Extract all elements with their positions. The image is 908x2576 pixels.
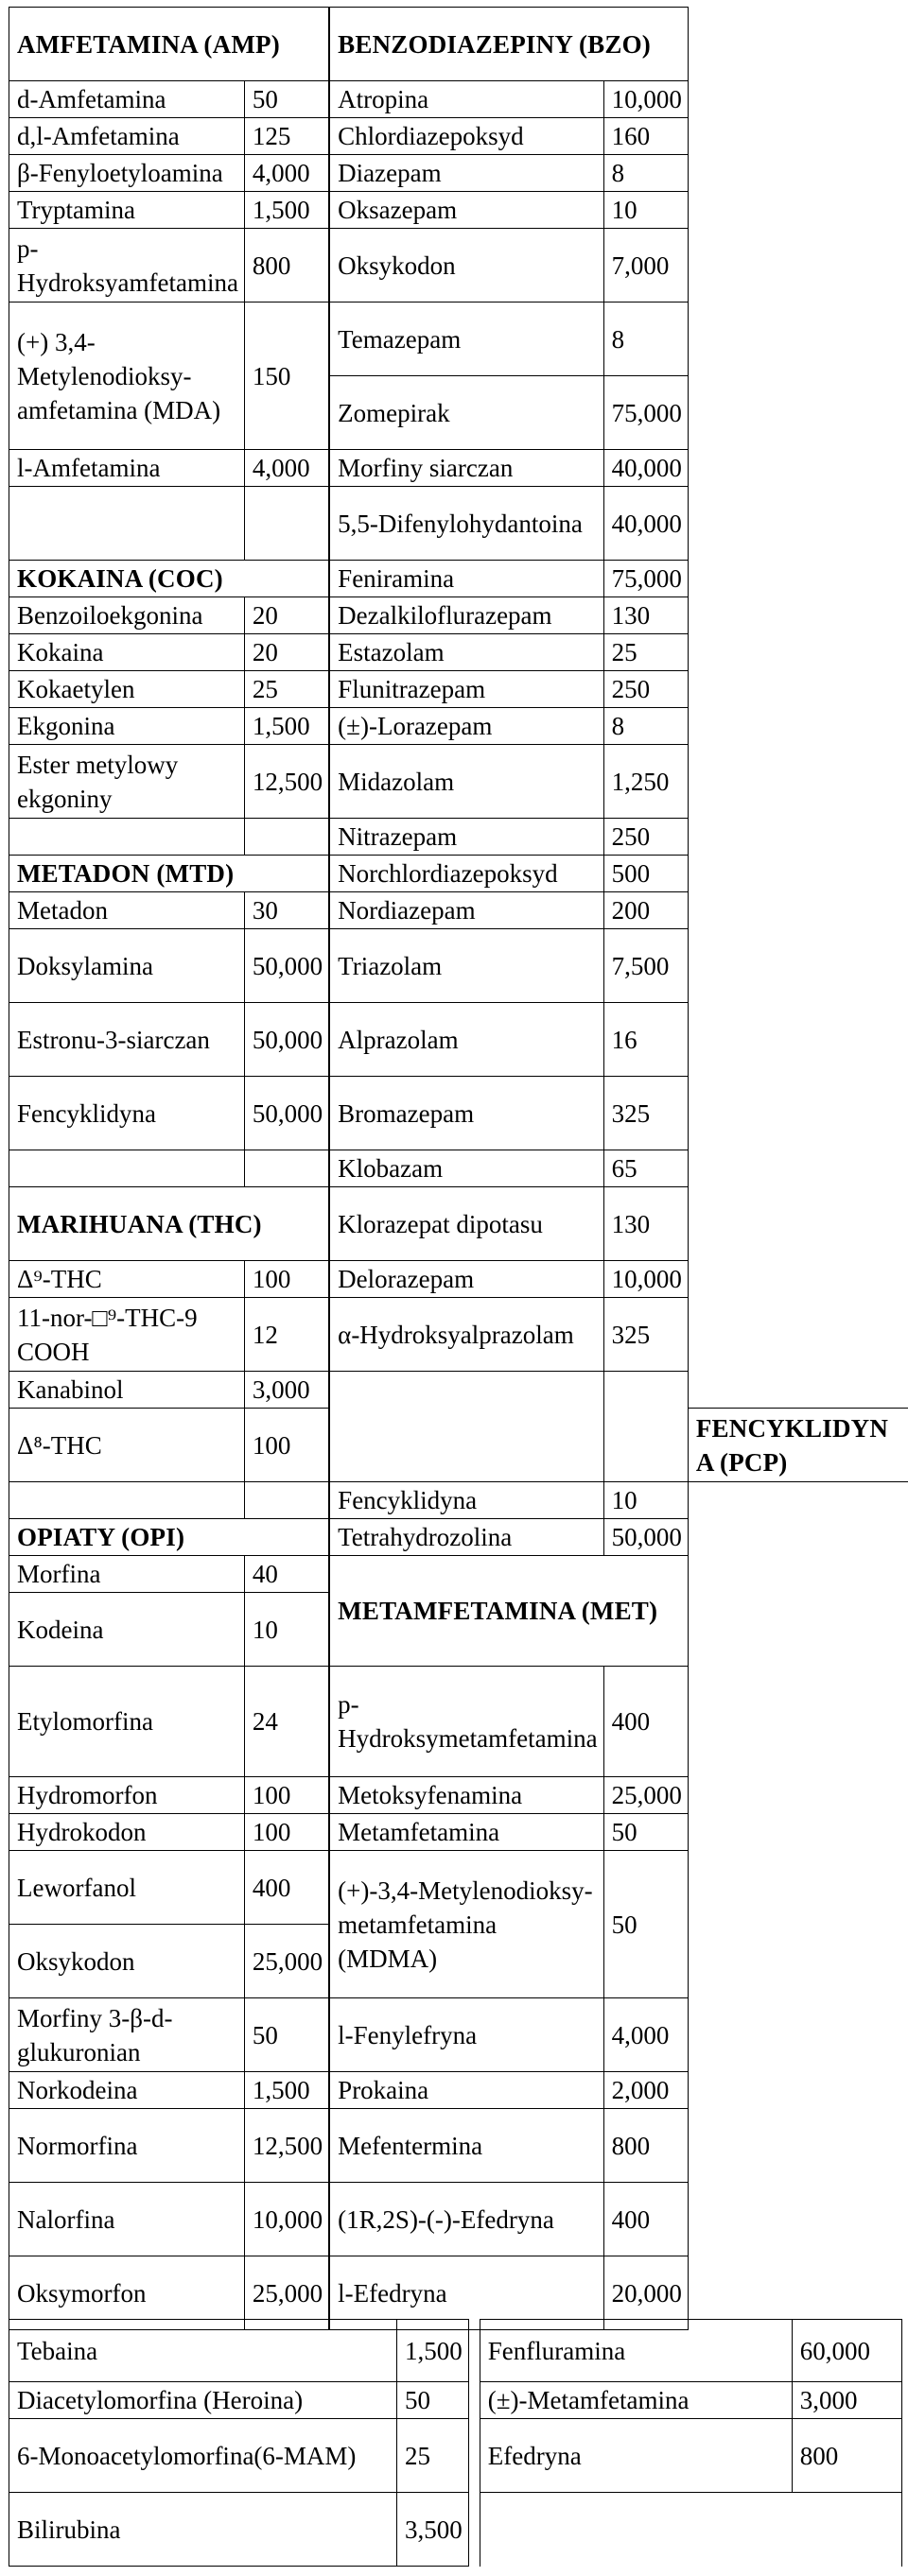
concentration-value: 75,000 xyxy=(603,561,688,597)
compound-name: l-Fenylefryna xyxy=(330,1998,603,2072)
cross-reactivity-table-continued xyxy=(9,2319,902,2567)
table-row xyxy=(9,192,908,229)
empty-cell xyxy=(244,1150,328,1187)
compound-name: Hydromorfon xyxy=(9,1777,245,1814)
concentration-value: 60,000 xyxy=(792,2320,901,2382)
concentration-value: 25,000 xyxy=(603,1777,688,1814)
concentration-value: 500 xyxy=(603,856,688,892)
table-row xyxy=(9,303,908,376)
compound-name: Temazepam xyxy=(330,303,603,376)
section-header: FENCYKLIDYNA (PCP) xyxy=(688,1409,908,1482)
compound-name: Feniramina xyxy=(330,561,603,597)
compound-name: Alprazolam xyxy=(330,1003,603,1077)
compound-name: Diacetylomorfina (Heroina) xyxy=(9,2382,397,2419)
table-row xyxy=(9,597,908,634)
section-header: BENZODIAZEPINY (BZO) xyxy=(330,8,689,81)
empty-cell xyxy=(244,819,328,856)
compound-name: Metamfetamina xyxy=(330,1814,603,1851)
table-row xyxy=(9,892,908,929)
concentration-value: 150 xyxy=(244,303,328,450)
concentration-value: 65 xyxy=(603,1150,688,1187)
concentration-value: 50,000 xyxy=(244,929,328,1003)
compound-name: l-Amfetamina xyxy=(9,450,245,487)
concentration-value: 250 xyxy=(603,819,688,856)
table-row xyxy=(9,2109,908,2183)
compound-name: Hydrokodon xyxy=(9,1814,245,1851)
concentration-value: 20,000 xyxy=(603,2256,688,2330)
concentration-value: 50 xyxy=(603,1851,688,1998)
compound-name: Kokaina xyxy=(9,634,245,671)
concentration-value: 50 xyxy=(244,81,328,118)
compound-name: Prokaina xyxy=(330,2072,603,2109)
column-gap xyxy=(329,1593,330,1667)
compound-name: Triazolam xyxy=(330,929,603,1003)
concentration-value: 16 xyxy=(603,1003,688,1077)
section-header: KOKAINA (COC) xyxy=(9,561,329,597)
compound-name: (+)-3,4-Metylenodioksy-metamfetamina (MDMA) xyxy=(330,1851,603,1998)
table-row xyxy=(9,708,908,745)
table-row xyxy=(9,1998,908,2072)
concentration-value: 8 xyxy=(603,708,688,745)
compound-name: Kokaetylen xyxy=(9,671,245,708)
compound-name: Δ⁹-THC xyxy=(9,1261,245,1298)
compound-name: p-Hydroksyamfetamina xyxy=(9,229,245,303)
concentration-value: 50 xyxy=(244,1998,328,2072)
concentration-value: 100 xyxy=(244,1261,328,1298)
compound-name: d-Amfetamina xyxy=(9,81,245,118)
compound-name: Leworfanol xyxy=(9,1851,245,1925)
concentration-value: 40,000 xyxy=(603,487,688,561)
concentration-value: 75,000 xyxy=(603,376,688,450)
table-row xyxy=(9,1519,908,1556)
table-row xyxy=(9,1003,908,1077)
concentration-value: 800 xyxy=(244,229,328,303)
table-row xyxy=(9,634,908,671)
concentration-value: 40 xyxy=(244,1556,328,1593)
concentration-value: 12 xyxy=(244,1298,328,1372)
compound-name: Benzoiloekgonina xyxy=(9,597,245,634)
compound-name: Normorfina xyxy=(9,2109,245,2183)
compound-name: Tryptamina xyxy=(9,192,245,229)
section-header: OPIATY (OPI) xyxy=(9,1519,329,1556)
concentration-value: 10,000 xyxy=(244,2183,328,2256)
column-gap xyxy=(468,2382,480,2419)
table-row xyxy=(9,1777,908,1814)
compound-name: Ester metylowy ekgoniny xyxy=(9,745,245,819)
section-header: METADON (MTD) xyxy=(9,856,329,892)
table-row xyxy=(9,2183,908,2256)
compound-name: Bromazepam xyxy=(330,1077,603,1150)
column-gap xyxy=(329,1925,330,1998)
compound-name: Nitrazepam xyxy=(330,819,603,856)
cross-reactivity-table xyxy=(9,7,908,2330)
column-gap xyxy=(468,2419,480,2493)
compound-name: Oksazepam xyxy=(330,192,603,229)
concentration-value: 12,500 xyxy=(244,745,328,819)
section-header: METAMFETAMINA (MET) xyxy=(330,1556,689,1667)
concentration-value: 4,000 xyxy=(603,1998,688,2072)
section-header: AMFETAMINA (AMP) xyxy=(9,8,329,81)
compound-name: α-Hydroksyalprazolam xyxy=(330,1298,603,1372)
compound-name: Morfina xyxy=(9,1556,245,1593)
concentration-value: 8 xyxy=(603,303,688,376)
table-row xyxy=(9,1482,908,1519)
concentration-value: 400 xyxy=(244,1851,328,1925)
table-row xyxy=(9,561,908,597)
table-row xyxy=(9,1667,908,1777)
table-row xyxy=(9,1298,908,1372)
table-row xyxy=(9,1261,908,1298)
concentration-value: 50,000 xyxy=(244,1077,328,1150)
compound-name: Morfiny 3-β-d-glukuronian xyxy=(9,1998,245,2072)
table-row xyxy=(9,450,908,487)
compound-name: Estronu-3-siarczan xyxy=(9,1003,245,1077)
concentration-value: 12,500 xyxy=(244,2109,328,2183)
concentration-value: 125 xyxy=(244,118,328,155)
compound-name: Oksymorfon xyxy=(9,2256,245,2330)
concentration-value: 20 xyxy=(244,634,328,671)
compound-name: Morfiny siarczan xyxy=(330,450,603,487)
concentration-value: 1,500 xyxy=(397,2320,469,2382)
concentration-value: 800 xyxy=(792,2419,901,2493)
concentration-value: 50,000 xyxy=(603,1519,688,1556)
concentration-value: 325 xyxy=(603,1077,688,1150)
concentration-value: 3,000 xyxy=(792,2382,901,2419)
section-header: MARIHUANA (THC) xyxy=(9,1187,329,1261)
concentration-value: 200 xyxy=(603,892,688,929)
compound-name: (1R,2S)-(-)-Efedryna xyxy=(330,2183,603,2256)
concentration-value: 50 xyxy=(397,2382,469,2419)
concentration-value: 24 xyxy=(244,1667,328,1777)
concentration-value: 3,500 xyxy=(397,2493,469,2567)
compound-name: (±)-Lorazepam xyxy=(330,708,603,745)
compound-name: Atropina xyxy=(330,81,603,118)
concentration-value: 100 xyxy=(244,1409,328,1482)
table-row xyxy=(9,118,908,155)
table-row xyxy=(9,1851,908,1925)
compound-name: Doksylamina xyxy=(9,929,245,1003)
concentration-value: 130 xyxy=(603,597,688,634)
compound-name: Fenfluramina xyxy=(480,2320,792,2382)
compound-name: Fencyklidyna xyxy=(330,1482,603,1519)
column-gap xyxy=(468,2493,480,2567)
compound-name: (+) 3,4-Metylenodioksy-amfetamina (MDA) xyxy=(9,303,245,450)
concentration-value: 7,000 xyxy=(603,229,688,303)
compound-name: Nordiazepam xyxy=(330,892,603,929)
empty-area xyxy=(480,2493,792,2567)
concentration-value: 10,000 xyxy=(603,1261,688,1298)
column-gap xyxy=(468,2320,480,2382)
concentration-value: 130 xyxy=(603,1187,688,1261)
concentration-value: 10 xyxy=(603,192,688,229)
concentration-value: 30 xyxy=(244,892,328,929)
concentration-value: 10,000 xyxy=(603,81,688,118)
compound-name: Metoksyfenamina xyxy=(330,1777,603,1814)
concentration-value: 800 xyxy=(603,2109,688,2183)
compound-name: Midazolam xyxy=(330,745,603,819)
empty-cell xyxy=(244,487,328,561)
compound-name: Flunitrazepam xyxy=(330,671,603,708)
compound-name: Mefentermina xyxy=(330,2109,603,2183)
concentration-value: 4,000 xyxy=(244,450,328,487)
table-row xyxy=(9,2419,902,2493)
concentration-value: 25 xyxy=(397,2419,469,2493)
compound-name: Zomepirak xyxy=(330,376,603,450)
compound-name: Tebaina xyxy=(9,2320,397,2382)
concentration-value: 1,250 xyxy=(603,745,688,819)
compound-name: Diazepam xyxy=(330,155,603,192)
table-row xyxy=(9,1150,908,1187)
compound-name: Etylomorfina xyxy=(9,1667,245,1777)
empty-cell xyxy=(9,487,245,561)
concentration-value: 3,000 xyxy=(244,1372,328,1409)
compound-name: Fencyklidyna xyxy=(9,1077,245,1150)
compound-name: Efedryna xyxy=(480,2419,792,2493)
concentration-value: 10 xyxy=(603,1482,688,1519)
compound-name: Kanabinol xyxy=(9,1372,245,1409)
compound-name: Kodeina xyxy=(9,1593,245,1667)
concentration-value: 25,000 xyxy=(244,2256,328,2330)
concentration-value: 25 xyxy=(603,634,688,671)
compound-name: 5,5-Difenylohydantoina xyxy=(330,487,603,561)
table-row xyxy=(9,2320,902,2382)
table-row xyxy=(9,155,908,192)
concentration-value: 8 xyxy=(603,155,688,192)
concentration-value: 325 xyxy=(603,1298,688,1372)
table-row xyxy=(9,1077,908,1150)
concentration-value: 50,000 xyxy=(244,1003,328,1077)
table-row xyxy=(9,2072,908,2109)
concentration-value: 100 xyxy=(244,1777,328,1814)
empty-cell xyxy=(603,1372,688,1482)
compound-name: Estazolam xyxy=(330,634,603,671)
concentration-value: 10 xyxy=(244,1593,328,1667)
table-row xyxy=(9,2493,902,2567)
table-row xyxy=(9,819,908,856)
table-row xyxy=(9,1814,908,1851)
compound-name: Oksykodon xyxy=(9,1925,245,1998)
concentration-value: 250 xyxy=(603,671,688,708)
concentration-value: 100 xyxy=(244,1814,328,1851)
compound-name: Nalorfina xyxy=(9,2183,245,2256)
empty-cell xyxy=(244,1482,328,1519)
compound-name: Norkodeina xyxy=(9,2072,245,2109)
concentration-value: 40,000 xyxy=(603,450,688,487)
column-gap xyxy=(329,1409,330,1482)
concentration-value: 2,000 xyxy=(603,2072,688,2109)
table-row xyxy=(9,2382,902,2419)
table-row xyxy=(9,81,908,118)
compound-name: Delorazepam xyxy=(330,1261,603,1298)
compound-name: Chlordiazepoksyd xyxy=(330,118,603,155)
compound-name: p-Hydroksymetamfetamina xyxy=(330,1667,603,1777)
empty-cell xyxy=(9,819,245,856)
compound-name: Klobazam xyxy=(330,1150,603,1187)
table-row xyxy=(9,745,908,819)
table-row xyxy=(9,1187,908,1261)
empty-cell xyxy=(330,1372,603,1482)
table-row xyxy=(9,671,908,708)
compound-name: Δ⁸-THC xyxy=(9,1409,245,1482)
compound-name: Norchlordiazepoksyd xyxy=(330,856,603,892)
empty-cell xyxy=(9,1150,245,1187)
concentration-value: 1,500 xyxy=(244,192,328,229)
compound-name: Bilirubina xyxy=(9,2493,397,2567)
compound-name: l-Efedryna xyxy=(330,2256,603,2330)
concentration-value: 1,500 xyxy=(244,708,328,745)
table-row xyxy=(9,1372,908,1409)
compound-name: β-Fenyloetyloamina xyxy=(9,155,245,192)
table-row xyxy=(9,487,908,561)
table-row xyxy=(9,1556,908,1593)
compound-name: Oksykodon xyxy=(330,229,603,303)
table-row xyxy=(9,856,908,892)
empty-cell xyxy=(9,1482,245,1519)
concentration-value: 7,500 xyxy=(603,929,688,1003)
compound-name: Ekgonina xyxy=(9,708,245,745)
compound-name: Dezalkiloflurazepam xyxy=(330,597,603,634)
compound-name: 6-Monoacetylomorfina(6-MAM) xyxy=(9,2419,397,2493)
compound-name: (±)-Metamfetamina xyxy=(480,2382,792,2419)
table-row xyxy=(9,229,908,303)
concentration-value: 25,000 xyxy=(244,1925,328,1998)
table-row xyxy=(9,8,908,81)
concentration-value: 25 xyxy=(244,671,328,708)
concentration-value: 160 xyxy=(603,118,688,155)
concentration-value: 20 xyxy=(244,597,328,634)
compound-name: Tetrahydrozolina xyxy=(330,1519,603,1556)
concentration-value: 1,500 xyxy=(244,2072,328,2109)
concentration-value: 400 xyxy=(603,2183,688,2256)
compound-name: Metadon xyxy=(9,892,245,929)
concentration-value: 50 xyxy=(603,1814,688,1851)
compound-name: d,l-Amfetamina xyxy=(9,118,245,155)
compound-name: 11-nor-□⁹-THC-9 COOH xyxy=(9,1298,245,1372)
empty-area xyxy=(792,2493,901,2567)
table-row xyxy=(9,929,908,1003)
compound-name: Klorazepat dipotasu xyxy=(330,1187,603,1261)
concentration-value: 400 xyxy=(603,1667,688,1777)
concentration-value: 4,000 xyxy=(244,155,328,192)
